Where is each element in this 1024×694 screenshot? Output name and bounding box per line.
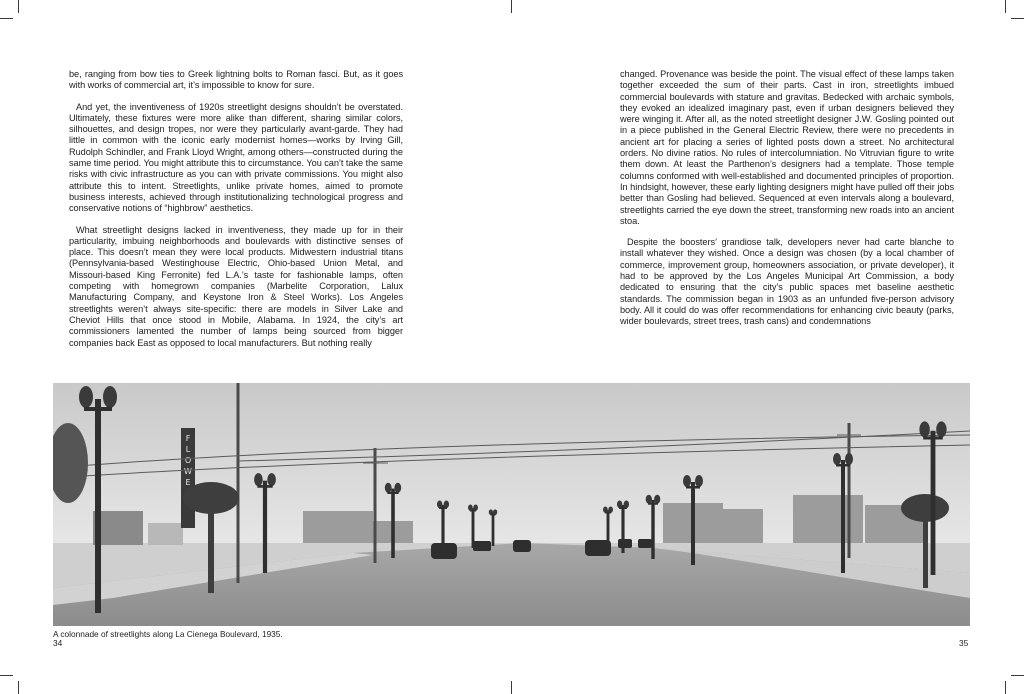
right-paragraph-1: changed. Provenance was beside the point. The visual effect of these lamps taken together exceeded the sum of their parts. Cast in iron, streetlights imbued commercial boulevards with stature and gravitas. Bedecked with archaic symbols, they evoked an idealized imaginary past, even if urban designers believed they were winging it. After all, as the noted streetlight designer J.W. Gosling pointed out in a piece published in the General Electric Review, there were no precedents in ancient art for placing a series of lighted posts down a street. No architectural orders. No divine ratios. No rules of intercolumniation. No Vitruvian figure to write them down. At least the Parthenon’s designers had a template. Those temple columns conformed with well-established and documented principles of proportion. In hindsight, however, these early lighting designers might have pulled off their jobs better than Gosling had believed. Sequenced at even intervals along a boulevard, streetlights carried the eye down the street, transforming new roads into an ancient stoa. bbox=[620, 69, 954, 226]
page-number-left: 34 bbox=[53, 638, 63, 648]
sign-letter-4: W bbox=[184, 467, 192, 476]
crop-mark-top-right bbox=[1005, 0, 1006, 13]
crop-mark-top-left-h bbox=[0, 18, 13, 19]
crop-mark-top-left bbox=[18, 0, 19, 13]
crop-mark-top-right-h bbox=[1011, 18, 1024, 19]
crop-mark-bottom-right-h bbox=[1011, 675, 1024, 676]
crop-mark-bottom-center bbox=[511, 681, 512, 694]
left-paragraph-1: be, ranging from bow ties to Greek lightning bolts to Roman fasci. But, as it goes with works of commercial art, it’s impossible to know for sure. bbox=[69, 69, 403, 91]
crop-mark-bottom-left-h bbox=[0, 675, 13, 676]
sign-letter-1: F bbox=[185, 434, 191, 443]
sign-letter-5: E bbox=[185, 478, 191, 487]
left-paragraph-2: And yet, the inventiveness of 1920s streetlight designs shouldn’t be overstated. Ultimately, these fixtures were more alike than different, sharing similar colors, silhouettes, and design tropes, nor were they particularly avant-garde. They had little in common with the iconic early modernist homes—works by Irving Gill, Rudolph Schindler, and Frank Lloyd Wright, among others—constructed during the same time period. You might attribute this to circumstance. You can’t take the same risks with civic infrastructure as you can with private commissions. You might also attribute this to intent. Streetlights, unlike private homes, aimed to promote business interests, achieved through institutionalizing technological progress and conservative notions of “highbrow” aesthetics. bbox=[69, 101, 403, 214]
crop-mark-bottom-left bbox=[18, 681, 19, 694]
crop-mark-bottom-right bbox=[1005, 681, 1006, 694]
streetlight-photograph bbox=[53, 383, 970, 626]
sign-letter-2: L bbox=[185, 445, 191, 454]
left-page-text-column bbox=[69, 69, 403, 359]
left-paragraph-3: What streetlight designs lacked in inventiveness, they made up for in their particularity, imbuing neighborhoods and boulevards with distinctive senses of place. This doesn’t mean they were local products. Midwestern industrial titans (Pennsylvania-based Westinghouse Electric, Ohio-based Union Metal, and Missouri-based King Ferronite) fed L.A.’s taste for fashionable lamps, often competing with homegrown companies (Marbelite Corporation, Lalux Manufacturing Company, and Keystone Iron & Steel Works). Los Angeles streetlights weren’t always site-specific: there are models in Silver Lake and Cheviot Hills that once stood in Mobile, Alabama. In 1924, the city’s art commissioners lamented the number of lamps being sourced from bigger companies back East as opposed to local manufacturers. But nothing really bbox=[69, 224, 403, 348]
photo-caption: A colonnade of streetlights along La Cienega Boulevard, 1935. bbox=[53, 629, 283, 639]
crop-mark-top-center bbox=[511, 0, 512, 13]
right-page-text-column bbox=[620, 69, 954, 338]
sign-letter-3: O bbox=[184, 456, 192, 465]
right-paragraph-2: Despite the boosters’ grandiose talk, developers never had carte blanche to install whatever they wished. Once a design was chosen (by a local chamber of commerce, improvement group, homeowners association, or private developer), it had to be approved by the Los Angeles Municipal Art Commission, a body dedicated to ensuring that the city’s public spaces met baseline aesthetic standards. The commission began in 1903 as an unfunded five-person advisory body. All it could do was offer recommendations for enhancing civic beauty (parks, wider boulevards, street trees, trash cans) and condemnations bbox=[620, 237, 954, 327]
page-number-right: 35 bbox=[959, 638, 969, 648]
